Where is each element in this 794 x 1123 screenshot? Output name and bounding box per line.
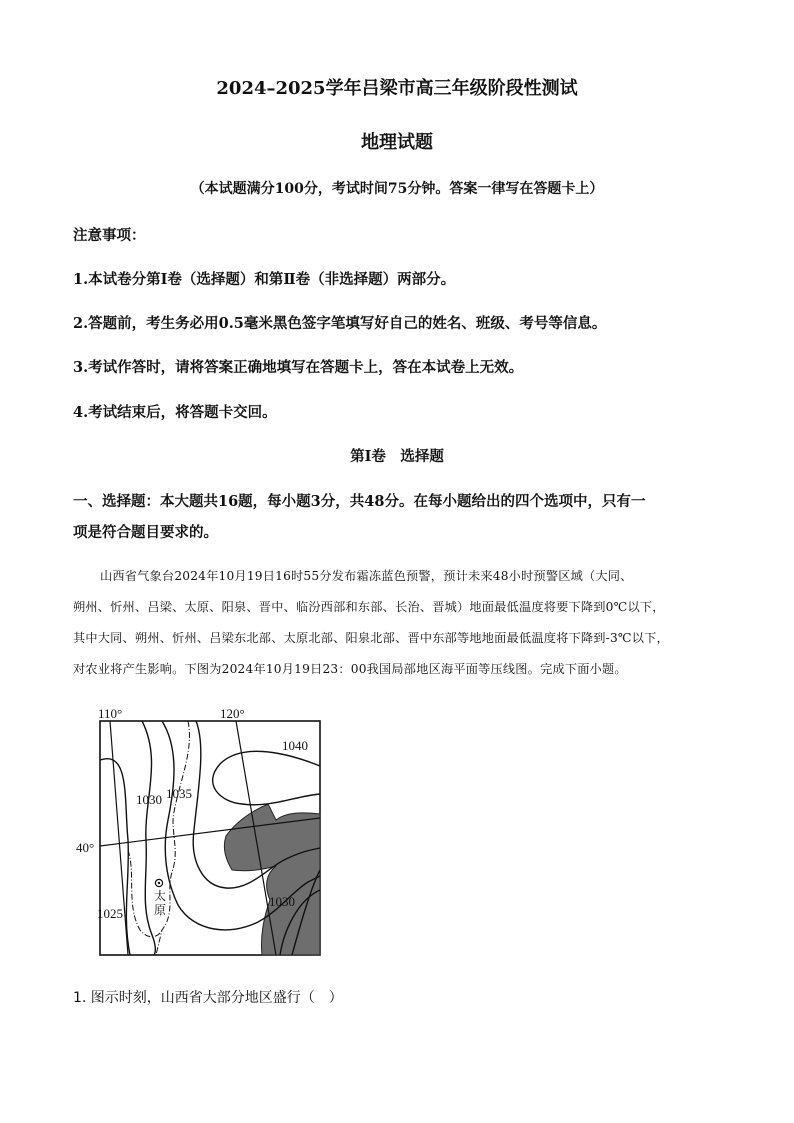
isobar-label-1035: 1035 <box>166 786 192 801</box>
passage-line-2: 朔州、忻州、吕梁、太原、阳泉、晋中、临汾西部和东部、长治、晋城）地面最低温度将要下降到0℃以下， <box>73 600 665 614</box>
lon-label-120: 120° <box>220 706 245 721</box>
document-title: 2024–2025学年吕梁市高三年级阶段性测试 <box>216 78 578 99</box>
section-instruction-line-1: 一、选择题：本大题共16题，每小题3分，共48分。在每小题给出的四个选项中，只有一 <box>73 493 646 510</box>
exam-info: （本试题满分100分，考试时间75分钟。答案一律写在答题卡上） <box>190 181 604 197</box>
isobar-label-1040: 1040 <box>282 738 308 753</box>
notice-item-3: 3.考试作答时，请将答案正确地填写在答题卡上，答在本试卷上无效。 <box>73 359 524 376</box>
notice-item-1: 1.本试卷分第Ⅰ卷（选择题）和第Ⅱ卷（非选择题）两部分。 <box>73 271 456 288</box>
notice-heading: 注意事项： <box>73 227 146 244</box>
isobar-label-1025: 1025 <box>97 906 123 921</box>
city-label-yuan: 原 <box>154 903 167 917</box>
subject-title: 地理试题 <box>361 132 433 153</box>
passage-line-1: 山西省气象台2024年10月19日16时55分发布霜冻蓝色预警，预计未来48小时预警区域（大同、 <box>100 569 633 583</box>
notice-item-4: 4.考试结束后，将答题卡交回。 <box>73 404 277 421</box>
isobar-line <box>213 751 320 804</box>
notice-item-2: 2.答题前，考生务必用0.5毫米黑色签字笔填写好自己的姓名、班级、考号等信息。 <box>73 315 607 332</box>
section-title: 第Ⅰ卷 选择题 <box>350 448 444 465</box>
lat-label-40: 40° <box>76 840 95 855</box>
isobar-line <box>142 721 155 955</box>
isobar-label-1030-west: 1030 <box>136 792 162 807</box>
city-label-tai: 太 <box>154 889 167 903</box>
lon-label-110: 110° <box>98 706 123 721</box>
passage-line-3: 其中大同、朔州、忻州、吕梁东北部、太原北部、阳泉北部、晋中东部等地地面最低温度将下降到-3℃以下， <box>73 631 669 645</box>
isobar-label-1030-east: 1030 <box>269 894 295 909</box>
section-instruction-line-2: 项是符合题目要求的。 <box>73 524 218 541</box>
isobar-map <box>70 700 340 965</box>
passage-line-4: 对农业将产生影响。下图为2024年10月19日23：00我国局部地区海平面等压线图。完成下面小题。 <box>73 662 627 676</box>
question-1: 1. 图示时刻，山西省大部分地区盛行（ ） <box>73 990 343 1006</box>
taiyuan-marker-dot <box>158 882 160 884</box>
